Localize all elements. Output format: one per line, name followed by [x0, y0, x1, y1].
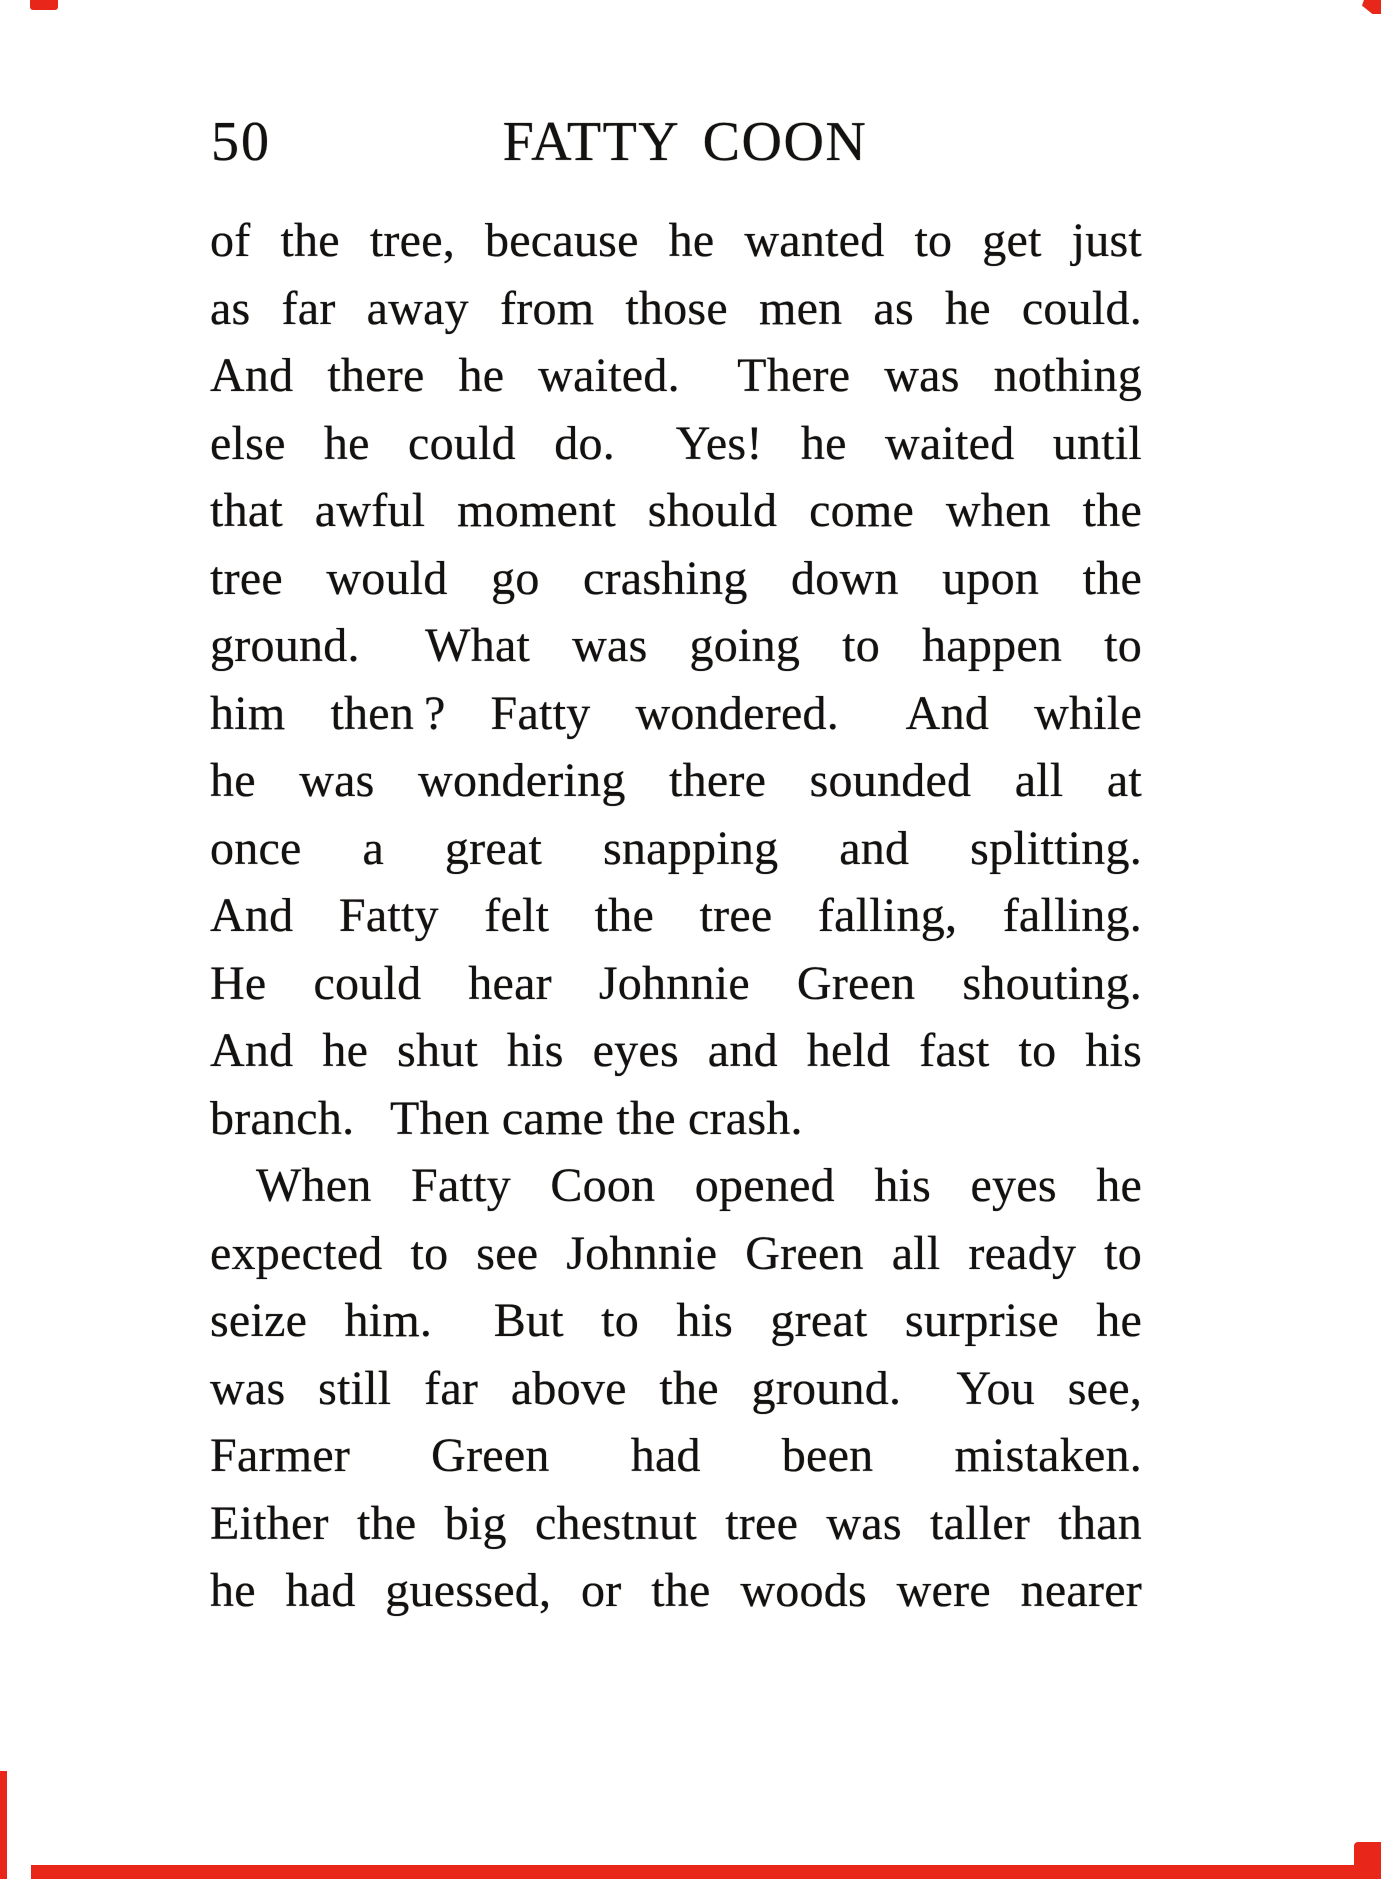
scan-edge-artifact-bottom	[31, 1865, 1381, 1879]
text-line: expected to see Johnnie Green all ready to	[210, 1226, 1142, 1280]
text-line: He could hear Johnnie Green shouting.	[210, 956, 1142, 1010]
text-line: When Fatty Coon opened his eyes he	[256, 1159, 1142, 1212]
text-line: he had guessed, or the woods were nearer	[210, 1564, 1142, 1617]
text-line: else he could do. Yes! he waited until	[210, 416, 1142, 470]
text-line: tree would go crashing down upon the	[210, 551, 1142, 605]
text-line: ground. What was going to happen to	[210, 619, 1142, 672]
text-line: he was wondering there sounded all at	[210, 754, 1142, 807]
text-line: seize him. But to his great surprise he	[210, 1294, 1142, 1347]
running-title: FATTY COON	[502, 111, 868, 173]
text-line: as far away from those men as he could.	[210, 281, 1142, 335]
text-line: And he shut his eyes and held fast to his	[210, 1024, 1142, 1077]
scan-edge-artifact-bottom-right	[1354, 1842, 1381, 1879]
text-line: of the tree, because he wanted to get just	[210, 214, 1142, 267]
text-line: Either the big chestnut tree was taller than	[210, 1496, 1142, 1550]
page-number: 50	[211, 111, 271, 173]
text-line: And Fatty felt the tree falling, falling.	[210, 889, 1142, 942]
text-line: that awful moment should come when the	[210, 484, 1142, 537]
text-line: branch. Then came the crash.	[210, 1091, 803, 1145]
body-text	[210, 207, 1142, 1625]
text-line: Farmer Green had been mistaken.	[210, 1429, 1142, 1482]
scan-edge-artifact-top-right	[1362, 0, 1381, 14]
scan-edge-artifact-top-left	[30, 0, 58, 10]
text-line: him then ? Fatty wondered. And while	[210, 686, 1142, 740]
text-line: was still far above the ground. You see,	[210, 1361, 1142, 1415]
text-line: once a great snapping and splitting.	[210, 821, 1142, 875]
scan-edge-artifact-left	[0, 1771, 7, 1879]
text-line: And there he waited. There was nothing	[210, 349, 1142, 402]
